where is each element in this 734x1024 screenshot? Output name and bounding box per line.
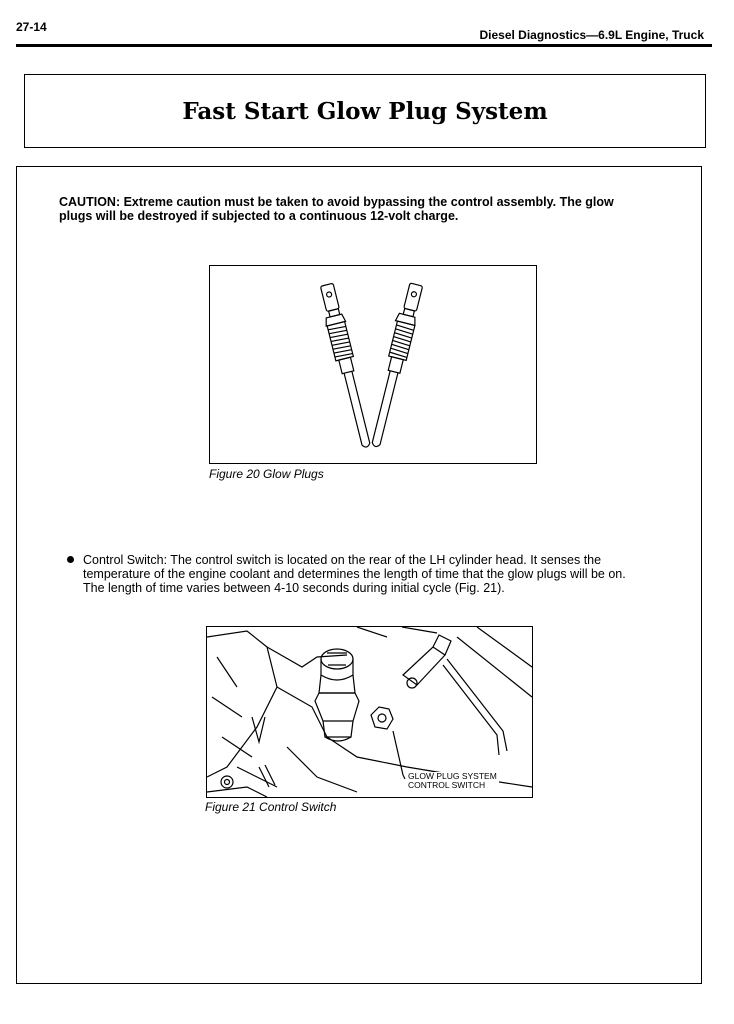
callout-label: [406, 772, 499, 790]
bullet-dot-icon: [67, 556, 74, 563]
figure-20-caption: Figure 20 Glow Plugs: [209, 467, 324, 481]
bullet-item: [67, 553, 647, 595]
glow-plugs-illustration: [210, 266, 536, 463]
page-number: 27-14: [16, 20, 47, 34]
caution-text: CAUTION: Extreme caution must be taken to avoid bypassing the control assembly. The glow plugs will be destroyed if subjected to a continuous 12-volt charge.: [59, 195, 614, 223]
bullet-text: Control Switch: The control switch is located on the rear of the LH cylinder head. It senses the temperature of the engine coolant and determines the length of time that the glow plugs will be on. The length of time varies between 4-10 seconds during initial cycle (Fig. 21).: [83, 553, 626, 595]
content-box: [16, 166, 702, 984]
figure-control-switch: [206, 626, 533, 798]
callout-line-1: GLOW PLUG SYSTEM: [408, 771, 497, 781]
callout-line-2: CONTROL SWITCH: [408, 780, 486, 790]
section-title: Diesel Diagnostics—6.9L Engine, Truck: [479, 28, 704, 42]
page-title: Fast Start Glow Plug System: [182, 97, 548, 125]
figure-glow-plugs: [209, 265, 537, 464]
figure-21-caption: Figure 21 Control Switch: [205, 800, 337, 814]
header-rule: [16, 44, 712, 47]
title-box: [24, 74, 706, 148]
